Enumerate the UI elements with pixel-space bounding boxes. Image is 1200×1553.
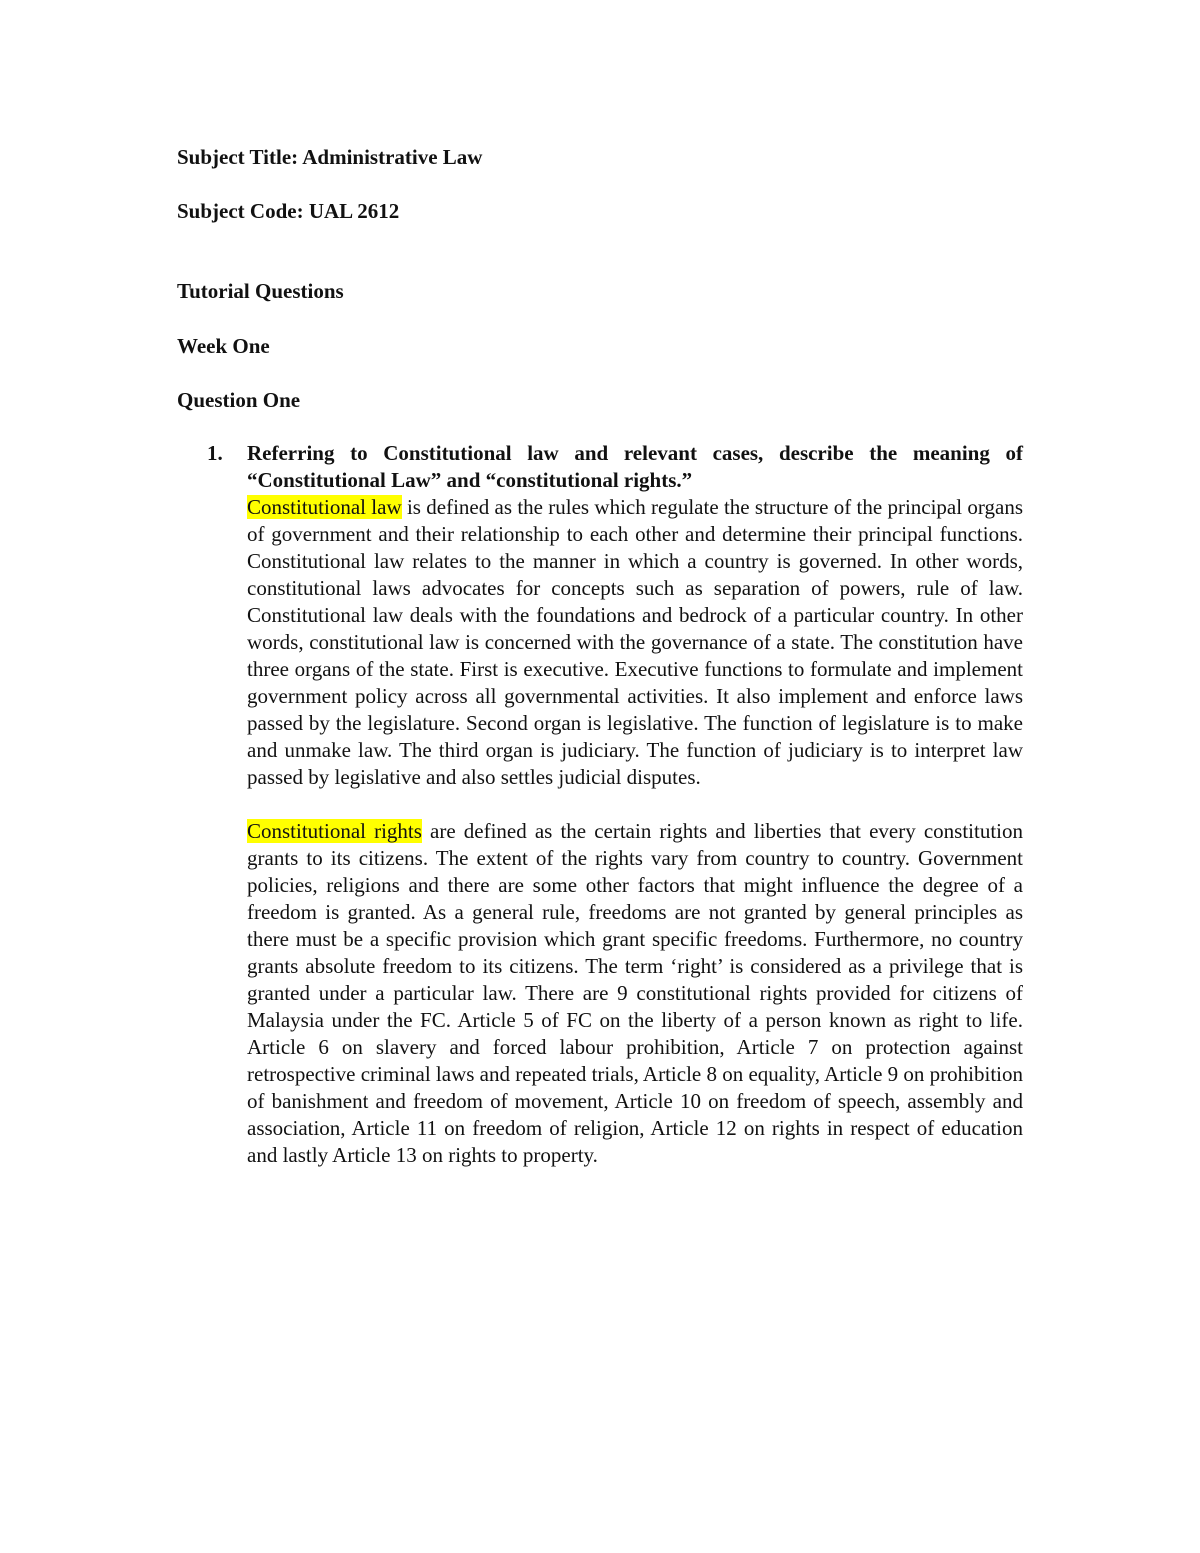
highlighted-term-constitutional-law: Constitutional law — [247, 495, 402, 519]
answer-paragraph-constitutional-rights — [247, 818, 1023, 1169]
question-number: 1. — [207, 441, 223, 465]
answer-text-constitutional-rights: are defined as the certain rights and liberties that every constitution grants to its citizens. The extent of the rights vary from country to country. Government policies, religions and there are some other factors that might influence the degree of a freedom is granted. As a general rule, freedoms are not granted by general principles as there must be a specific provision which grant specific freedoms. Furthermore, no country grants absolute freedom to its citizens. The term ‘right’ is considered as a privilege that is granted under a particular law. There are 9 constitutional rights provided for citizens of Malaysia under the FC. Article 5 of FC on the liberty of a person known as right to life. Article 6 on slavery and forced labour prohibition, Article 7 on protection against retrospective criminal laws and repeated trials, Article 8 on equality, Article 9 on prohibition of banishment and freedom of movement, Article 10 on freedom of speech, assembly and association, Article 11 on freedom of religion, Article 12 on rights in respect of education and lastly Article 13 on rights to property. — [247, 819, 1024, 1167]
answer-paragraph-constitutional-law — [247, 494, 1023, 791]
question-heading: Question One — [177, 388, 301, 412]
question-text: Referring to Constitutional law and relevant cases, describe the meaning of “Constitutional Law” and “constitutional rights.” — [247, 441, 1023, 492]
highlighted-term-constitutional-rights: Constitutional rights — [247, 819, 422, 843]
answer-text-constitutional-law: is defined as the rules which regulate the structure of the principal organs of government and their relationship to each other and determine their principal functions. Constitutional law relates to the manner in which a country is governed. In other words, constitutional laws advocates for concepts such as separation of powers, rule of law. Constitutional law deals with the foundations and bedrock of a particular country. In other words, constitutional law is concerned with the governance of a state. The constitution have three organs of the state. First is executive. Executive functions to formulate and implement government policy across all governmental activities. It also implement and enforce laws passed by the legislature. Second organ is legislative. The function of legislature is to make and unmake law. The third organ is judiciary. The function of judiciary is to interpret law passed by legislative and also settles judicial disputes. — [247, 495, 1023, 789]
subject-code: Subject Code: UAL 2612 — [177, 199, 400, 223]
question-body — [247, 440, 1023, 1169]
section-heading: Tutorial Questions — [177, 279, 344, 303]
week-heading: Week One — [177, 334, 270, 358]
subject-title: Subject Title: Administrative Law — [177, 145, 483, 169]
